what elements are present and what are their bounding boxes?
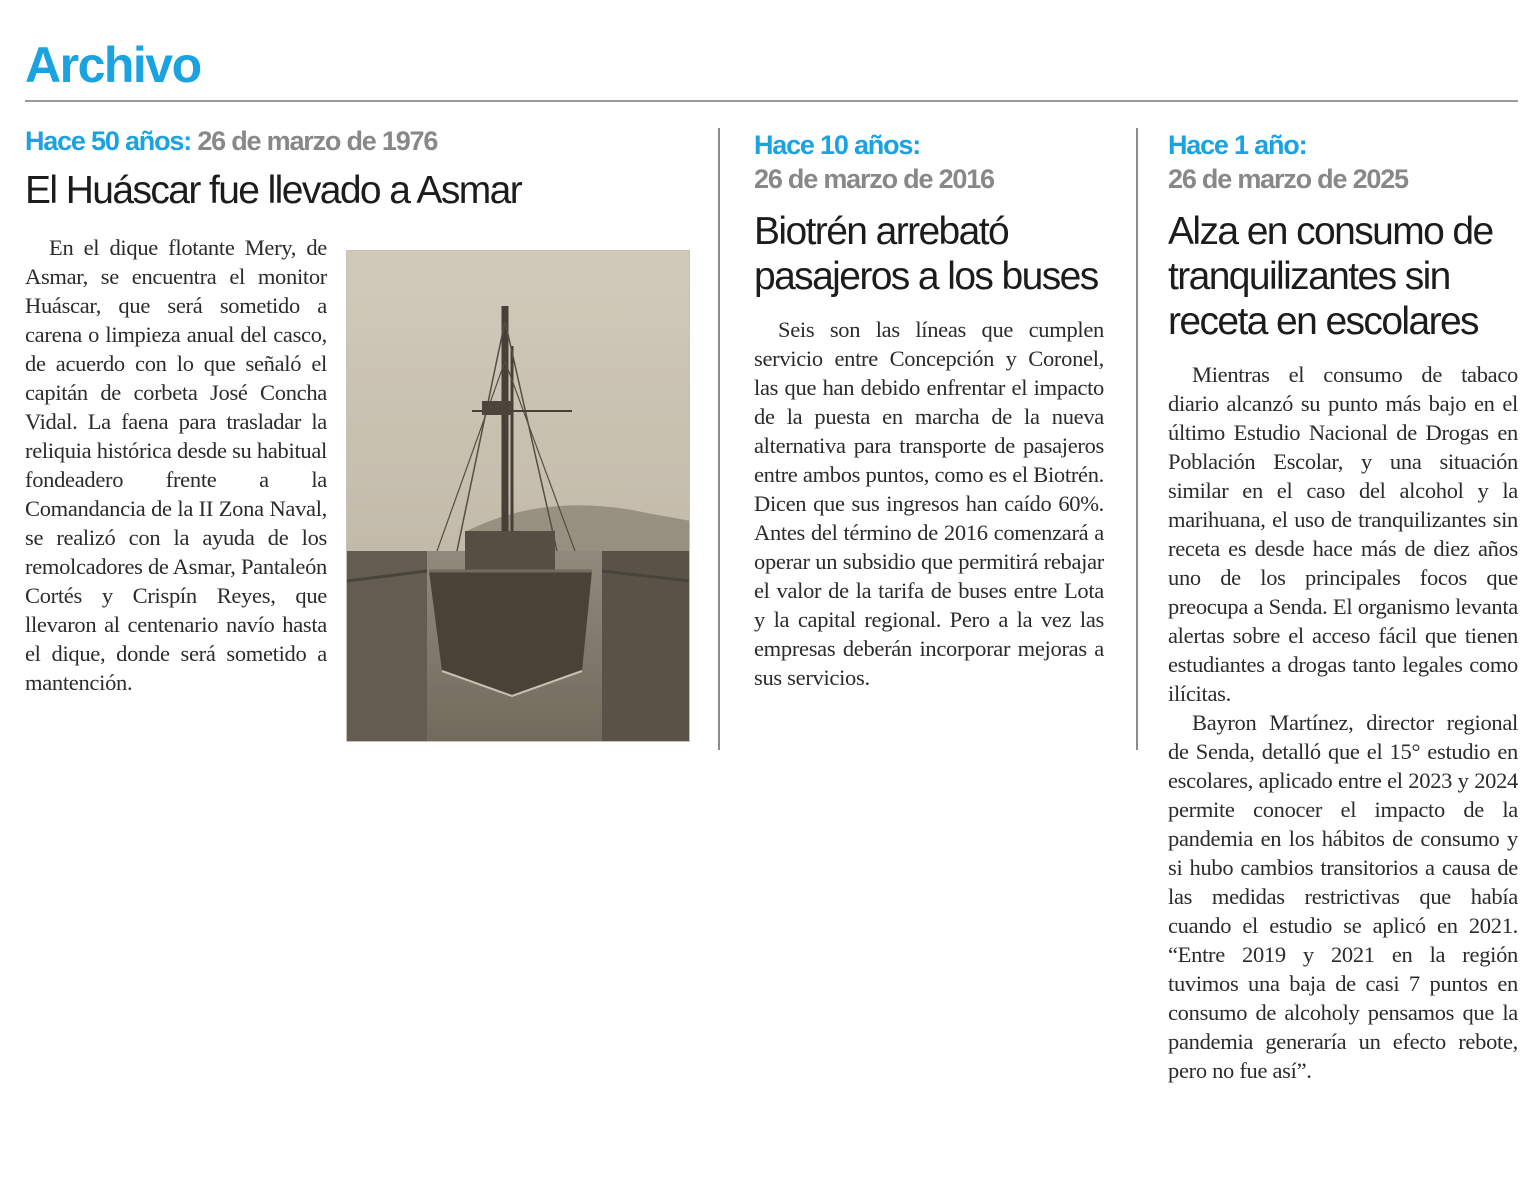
- kicker-date: 26 de marzo de 1976: [197, 126, 438, 156]
- column-divider: [1136, 128, 1138, 750]
- kicker-label: Hace 10 años:: [754, 130, 920, 160]
- article-hace-1-ano: [1168, 124, 1518, 1085]
- body-paragraph: En el dique flotante Mery, de Asmar, se encuentra el monitor Huáscar, que será sometido a carena o limpieza anual del casco, de acuerdo con lo que señaló el capitán de corbeta José Concha Vidal. La faena para trasladar la reliquia histórica desde su habitual fondeadero frente a la Comandancia de la II Zona Naval, se realizó con la ayuda de los remolcadores de Asmar, Pantaleón Cortés y Crispín Reyes, que llevaron al centenario navío hasta el dique, donde será sometido a mantención.: [25, 235, 327, 695]
- body-paragraph: Mientras el consumo de tabaco diario alcanzó su punto más bajo en el último Estudio Nacional de Drogas en Población Escolar, y una situación similar en el caso del alcohol y la marihuana, el uso de tranquilizantes sin receta es desde hace más de diez años uno de los principales focos que preocupa a Senda. El organismo levanta alertas sobre el acceso fácil que tienen estudiantes a drogas tanto legales como ilícitas.: [1168, 362, 1518, 706]
- huascar-ship-photo: [346, 250, 690, 742]
- header-divider: [25, 100, 1518, 102]
- article-kicker: [1168, 128, 1518, 196]
- article-headline: El Huáscar fue llevado a Asmar: [25, 169, 522, 212]
- article-body: [1168, 360, 1518, 1085]
- article-kicker: [754, 128, 1104, 196]
- kicker-label: Hace 1 año:: [1168, 130, 1307, 160]
- article-hace-10-anos: [754, 124, 1104, 692]
- kicker-date: 26 de marzo de 2025: [1168, 164, 1408, 194]
- body-paragraph: Bayron Martínez, director regional de Senda, detalló que el 15° estudio en escolares, aplicado entre el 2023 y 2024 permite conocer el impacto de la pandemia en los hábitos de consumo y si hubo cambios transitorios a causa de las medidas restrictivas que había cuando el estudio se aplicó en 2021. “Entre 2019 y 2021 en la región tuvimos una baja de casi 7 puntos en consumo de alcoholy pensamos que la pandemia generaría un efecto rebote, pero no fue así”.: [1168, 710, 1518, 1083]
- article-headline: Biotrén arrebató pasajeros a los buses: [754, 210, 1098, 298]
- kicker-label: Hace 50 años:: [25, 126, 191, 156]
- kicker-date: 26 de marzo de 2016: [754, 164, 994, 194]
- article-body: [754, 315, 1104, 692]
- ship-illustration: [347, 251, 690, 742]
- body-paragraph: Seis son las líneas que cumplen servicio entre Concepción y Coronel, las que han debido enfrentar el impacto de la puesta en marcha de la nueva alternativa para transporte de pasajeros entre ambos puntos, como es el Biotrén. Dicen que sus ingresos han caído 60%. Antes del término de 2016 comenzará a operar un subsidio que permitirá rebajar el valor de la tarifa de buses entre Lota y la capital regional. Pero a la vez las empresas deberán incorporar mejoras a sus servicios.: [754, 317, 1104, 690]
- article-headline: Alza en consumo de tranquilizantes sin receta en escolares: [1168, 210, 1493, 343]
- column-divider: [718, 128, 720, 750]
- article-kicker: [25, 124, 690, 158]
- article-body: [25, 233, 327, 697]
- section-title: Archivo: [25, 37, 201, 93]
